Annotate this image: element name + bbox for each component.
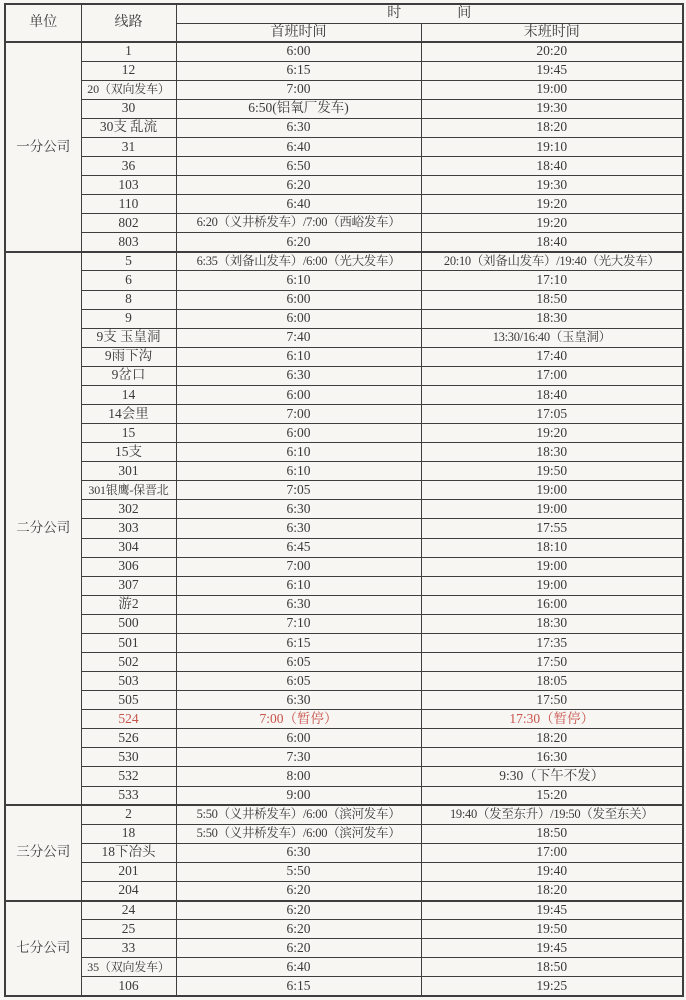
line-cell: 14会里 bbox=[81, 404, 176, 423]
first-time-cell: 7:10 bbox=[176, 614, 421, 633]
line-cell: 304 bbox=[81, 538, 176, 557]
line-cell: 530 bbox=[81, 748, 176, 767]
header-unit: 单位 bbox=[5, 4, 81, 42]
first-time-cell: 6:05 bbox=[176, 672, 421, 691]
last-time-cell: 18:30 bbox=[421, 614, 683, 633]
table-row bbox=[5, 748, 683, 767]
first-time-cell: 7:00 bbox=[176, 557, 421, 576]
last-time-cell: 18:30 bbox=[421, 443, 683, 462]
table-row bbox=[5, 958, 683, 977]
header-last-time: 末班时间 bbox=[421, 23, 683, 42]
first-time-cell: 6:30 bbox=[176, 595, 421, 614]
first-time-cell: 6:20 bbox=[176, 176, 421, 195]
line-cell: 803 bbox=[81, 233, 176, 252]
line-cell: 307 bbox=[81, 576, 176, 595]
table-row bbox=[5, 137, 683, 156]
unit-cell: 七分公司 bbox=[5, 901, 81, 996]
last-time-cell: 19:25 bbox=[421, 977, 683, 996]
first-time-cell: 6:30 bbox=[176, 500, 421, 519]
last-time-cell: 18:50 bbox=[421, 958, 683, 977]
table-row bbox=[5, 672, 683, 691]
line-cell: 20（双向发车） bbox=[81, 80, 176, 99]
line-cell: 532 bbox=[81, 767, 176, 786]
line-cell: 18 bbox=[81, 824, 176, 843]
table-row bbox=[5, 80, 683, 99]
line-cell: 12 bbox=[81, 61, 176, 80]
last-time-cell: 16:30 bbox=[421, 748, 683, 767]
first-time-cell: 7:05 bbox=[176, 481, 421, 500]
table-row bbox=[5, 691, 683, 710]
schedule-header bbox=[5, 4, 683, 42]
line-cell: 30支 乱流 bbox=[81, 118, 176, 137]
last-time-cell: 19:20 bbox=[421, 195, 683, 214]
table-row bbox=[5, 252, 683, 271]
last-time-cell: 18:50 bbox=[421, 290, 683, 309]
first-time-cell: 6:30 bbox=[176, 519, 421, 538]
last-time-cell: 17:00 bbox=[421, 366, 683, 385]
last-time-cell: 18:40 bbox=[421, 156, 683, 175]
line-cell: 35（双向发车） bbox=[81, 958, 176, 977]
line-cell: 302 bbox=[81, 500, 176, 519]
last-time-cell: 19:40 bbox=[421, 862, 683, 881]
table-row bbox=[5, 195, 683, 214]
last-time-cell: 19:10 bbox=[421, 137, 683, 156]
bus-schedule-table bbox=[4, 3, 684, 997]
first-time-cell: 6:50 bbox=[176, 156, 421, 175]
line-cell: 501 bbox=[81, 633, 176, 652]
line-cell: 301银鹰-保晋北 bbox=[81, 481, 176, 500]
line-cell: 9岔口 bbox=[81, 366, 176, 385]
last-time-cell: 19:20 bbox=[421, 214, 683, 233]
last-time-cell: 17:40 bbox=[421, 347, 683, 366]
line-cell: 5 bbox=[81, 252, 176, 271]
last-time-cell: 19:40（发至东升）/19:50（发至东关） bbox=[421, 805, 683, 824]
table-row bbox=[5, 881, 683, 900]
first-time-cell: 7:30 bbox=[176, 748, 421, 767]
first-time-cell: 6:30 bbox=[176, 118, 421, 137]
line-cell: 8 bbox=[81, 290, 176, 309]
table-row bbox=[5, 843, 683, 862]
last-time-cell: 17:30（暂停） bbox=[421, 710, 683, 729]
last-time-cell: 17:55 bbox=[421, 519, 683, 538]
table-row bbox=[5, 614, 683, 633]
last-time-cell: 20:20 bbox=[421, 42, 683, 61]
last-time-cell: 19:00 bbox=[421, 481, 683, 500]
line-cell: 30 bbox=[81, 99, 176, 118]
line-cell: 533 bbox=[81, 786, 176, 805]
last-time-cell: 18:30 bbox=[421, 309, 683, 328]
first-time-cell: 6:10 bbox=[176, 271, 421, 290]
table-row bbox=[5, 862, 683, 881]
line-cell: 201 bbox=[81, 862, 176, 881]
table-row bbox=[5, 977, 683, 996]
line-cell: 15 bbox=[81, 424, 176, 443]
first-time-cell: 6:40 bbox=[176, 195, 421, 214]
last-time-cell: 19:50 bbox=[421, 920, 683, 939]
last-time-cell: 16:00 bbox=[421, 595, 683, 614]
first-time-cell: 6:20 bbox=[176, 233, 421, 252]
table-row bbox=[5, 500, 683, 519]
last-time-cell: 19:30 bbox=[421, 99, 683, 118]
table-row bbox=[5, 519, 683, 538]
line-cell: 303 bbox=[81, 519, 176, 538]
first-time-cell: 6:45 bbox=[176, 538, 421, 557]
line-cell: 505 bbox=[81, 691, 176, 710]
first-time-cell: 6:00 bbox=[176, 729, 421, 748]
first-time-cell: 6:05 bbox=[176, 653, 421, 672]
table-row bbox=[5, 633, 683, 652]
table-row bbox=[5, 462, 683, 481]
table-row bbox=[5, 118, 683, 137]
table-row bbox=[5, 576, 683, 595]
line-cell: 33 bbox=[81, 939, 176, 958]
first-time-cell: 6:10 bbox=[176, 443, 421, 462]
line-cell: 2 bbox=[81, 805, 176, 824]
table-row bbox=[5, 366, 683, 385]
last-time-cell: 19:45 bbox=[421, 61, 683, 80]
line-cell: 25 bbox=[81, 920, 176, 939]
first-time-cell: 6:00 bbox=[176, 424, 421, 443]
first-time-cell: 6:10 bbox=[176, 576, 421, 595]
first-time-cell: 7:00 bbox=[176, 80, 421, 99]
line-cell: 9 bbox=[81, 309, 176, 328]
last-time-cell: 19:00 bbox=[421, 500, 683, 519]
table-row bbox=[5, 347, 683, 366]
line-cell: 500 bbox=[81, 614, 176, 633]
last-time-cell: 19:00 bbox=[421, 80, 683, 99]
table-row bbox=[5, 385, 683, 404]
last-time-cell: 18:20 bbox=[421, 881, 683, 900]
last-time-cell: 17:35 bbox=[421, 633, 683, 652]
first-time-cell: 6:40 bbox=[176, 958, 421, 977]
first-time-cell: 6:15 bbox=[176, 61, 421, 80]
last-time-cell: 18:20 bbox=[421, 729, 683, 748]
line-cell: 游2 bbox=[81, 595, 176, 614]
line-cell: 524 bbox=[81, 710, 176, 729]
first-time-cell: 7:00（暂停） bbox=[176, 710, 421, 729]
first-time-cell: 6:15 bbox=[176, 633, 421, 652]
line-cell: 9雨下沟 bbox=[81, 347, 176, 366]
header-time: 时 间 bbox=[176, 4, 683, 23]
first-time-cell: 6:20 bbox=[176, 881, 421, 900]
line-cell: 301 bbox=[81, 462, 176, 481]
last-time-cell: 20:10（刘备山发车）/19:40（光大发车） bbox=[421, 252, 683, 271]
last-time-cell: 17:50 bbox=[421, 653, 683, 672]
last-time-cell: 13:30/16:40（玉皇洞） bbox=[421, 328, 683, 347]
line-cell: 306 bbox=[81, 557, 176, 576]
first-time-cell: 6:40 bbox=[176, 137, 421, 156]
last-time-cell: 19:50 bbox=[421, 462, 683, 481]
first-time-cell: 5:50（义井桥发车）/6:00（滨河发车） bbox=[176, 805, 421, 824]
line-cell: 204 bbox=[81, 881, 176, 900]
last-time-cell: 19:00 bbox=[421, 576, 683, 595]
table-row bbox=[5, 786, 683, 805]
line-cell: 503 bbox=[81, 672, 176, 691]
last-time-cell: 17:00 bbox=[421, 843, 683, 862]
first-time-cell: 9:00 bbox=[176, 786, 421, 805]
last-time-cell: 19:00 bbox=[421, 557, 683, 576]
table-row bbox=[5, 653, 683, 672]
table-row bbox=[5, 328, 683, 347]
line-cell: 15支 bbox=[81, 443, 176, 462]
last-time-cell: 19:30 bbox=[421, 176, 683, 195]
table-row bbox=[5, 176, 683, 195]
last-time-cell: 18:40 bbox=[421, 385, 683, 404]
line-cell: 31 bbox=[81, 137, 176, 156]
table-row bbox=[5, 481, 683, 500]
line-cell: 106 bbox=[81, 977, 176, 996]
table-row bbox=[5, 404, 683, 423]
table-row bbox=[5, 939, 683, 958]
first-time-cell: 6:15 bbox=[176, 977, 421, 996]
line-cell: 526 bbox=[81, 729, 176, 748]
table-row bbox=[5, 729, 683, 748]
schedule-body bbox=[5, 42, 683, 996]
line-cell: 14 bbox=[81, 385, 176, 404]
first-time-cell: 7:40 bbox=[176, 328, 421, 347]
first-time-cell: 5:50（义井桥发车）/6:00（滨河发车） bbox=[176, 824, 421, 843]
first-time-cell: 6:30 bbox=[176, 691, 421, 710]
table-row bbox=[5, 595, 683, 614]
table-row bbox=[5, 767, 683, 786]
table-row bbox=[5, 42, 683, 61]
header-first-time: 首班时间 bbox=[176, 23, 421, 42]
last-time-cell: 18:10 bbox=[421, 538, 683, 557]
table-row bbox=[5, 233, 683, 252]
table-row bbox=[5, 309, 683, 328]
table-row bbox=[5, 710, 683, 729]
last-time-cell: 17:10 bbox=[421, 271, 683, 290]
last-time-cell: 17:50 bbox=[421, 691, 683, 710]
table-row bbox=[5, 538, 683, 557]
first-time-cell: 6:35（刘备山发车）/6:00（光大发车） bbox=[176, 252, 421, 271]
table-row bbox=[5, 290, 683, 309]
first-time-cell: 6:10 bbox=[176, 462, 421, 481]
unit-cell: 一分公司 bbox=[5, 42, 81, 252]
line-cell: 103 bbox=[81, 176, 176, 195]
table-row bbox=[5, 920, 683, 939]
last-time-cell: 19:20 bbox=[421, 424, 683, 443]
first-time-cell: 6:50(铝氧厂发车) bbox=[176, 99, 421, 118]
first-time-cell: 6:00 bbox=[176, 385, 421, 404]
last-time-cell: 15:20 bbox=[421, 786, 683, 805]
last-time-cell: 19:45 bbox=[421, 901, 683, 920]
first-time-cell: 6:30 bbox=[176, 843, 421, 862]
table-row bbox=[5, 901, 683, 920]
first-time-cell: 6:20 bbox=[176, 901, 421, 920]
last-time-cell: 18:40 bbox=[421, 233, 683, 252]
table-row bbox=[5, 805, 683, 824]
first-time-cell: 6:00 bbox=[176, 309, 421, 328]
first-time-cell: 7:00 bbox=[176, 404, 421, 423]
line-cell: 802 bbox=[81, 214, 176, 233]
last-time-cell: 18:05 bbox=[421, 672, 683, 691]
first-time-cell: 6:00 bbox=[176, 42, 421, 61]
first-time-cell: 6:20 bbox=[176, 920, 421, 939]
line-cell: 6 bbox=[81, 271, 176, 290]
table-row bbox=[5, 557, 683, 576]
table-row bbox=[5, 61, 683, 80]
last-time-cell: 17:05 bbox=[421, 404, 683, 423]
header-row-1 bbox=[5, 4, 683, 23]
first-time-cell: 6:30 bbox=[176, 366, 421, 385]
first-time-cell: 6:20（义井桥发车）/7:00（西峪发车） bbox=[176, 214, 421, 233]
table-row bbox=[5, 99, 683, 118]
unit-cell: 三分公司 bbox=[5, 805, 81, 900]
line-cell: 36 bbox=[81, 156, 176, 175]
last-time-cell: 19:45 bbox=[421, 939, 683, 958]
line-cell: 502 bbox=[81, 653, 176, 672]
unit-cell: 二分公司 bbox=[5, 252, 81, 805]
line-cell: 9支 玉皇洞 bbox=[81, 328, 176, 347]
first-time-cell: 6:00 bbox=[176, 290, 421, 309]
last-time-cell: 18:20 bbox=[421, 118, 683, 137]
table-row bbox=[5, 156, 683, 175]
table-row bbox=[5, 424, 683, 443]
first-time-cell: 8:00 bbox=[176, 767, 421, 786]
table-row bbox=[5, 443, 683, 462]
line-cell: 18下冶头 bbox=[81, 843, 176, 862]
table-row bbox=[5, 214, 683, 233]
last-time-cell: 18:50 bbox=[421, 824, 683, 843]
line-cell: 1 bbox=[81, 42, 176, 61]
line-cell: 24 bbox=[81, 901, 176, 920]
first-time-cell: 6:10 bbox=[176, 347, 421, 366]
last-time-cell: 9:30（下午不发） bbox=[421, 767, 683, 786]
table-row bbox=[5, 824, 683, 843]
line-cell: 110 bbox=[81, 195, 176, 214]
first-time-cell: 6:20 bbox=[176, 939, 421, 958]
header-line: 线路 bbox=[81, 4, 176, 42]
first-time-cell: 5:50 bbox=[176, 862, 421, 881]
table-row bbox=[5, 271, 683, 290]
